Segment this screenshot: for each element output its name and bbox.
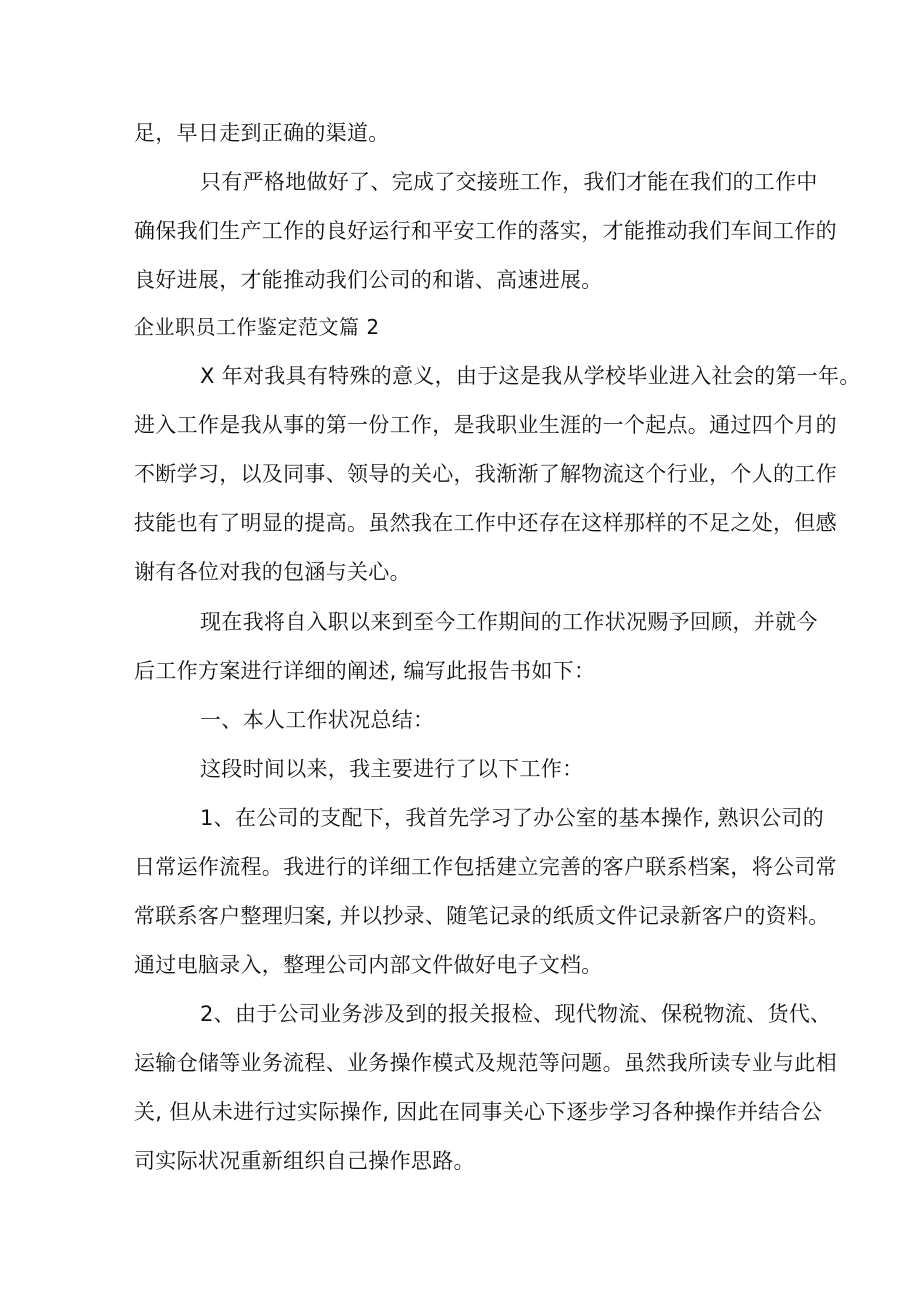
item-2-line: 2、由于公司业务涉及到的报关报检、现代物流、保税物流、货代、 (200, 1002, 832, 1026)
paragraph-intro-line: 不断学习，以及同事、领导的关心，我渐渐了解物流这个行业，个人的工作 (134, 462, 837, 486)
paragraph-intro-line: X 年对我具有特殊的意义，由于这是我从学校毕业进入社会的第一年。 (200, 364, 861, 388)
continuation-line: 足，早日走到正确的渠道。 (134, 121, 390, 145)
item-2-line: 关, 但从未进行过实际操作, 因此在同事关心下逐步学习各种操作并结合公 (134, 1100, 823, 1124)
item-1-line: 日常运作流程。我进行的详细工作包括建立完善的客户联系档案，将公司常 (134, 855, 837, 879)
item-1-line: 1、在公司的支配下，我首先学习了办公室的基本操作, 熟识公司的 (200, 806, 825, 830)
paragraph-review-line: 现在我将自入职以来到至今工作期间的工作状况赐予回顾，并就今 (200, 610, 818, 634)
paragraph-intro-line: 技能也有了明显的提高。虽然我在工作中还存在这样那样的不足之处，但感 (134, 511, 837, 535)
section-title: 企业职员工作鉴定范文篇 2 (134, 315, 380, 339)
paragraph-shift-line: 只有严格地做好了、完成了交接班工作，我们才能在我们的工作中 (200, 170, 818, 194)
item-2-line: 运输仓储等业务流程、业务操作模式及规范等问题。虽然我所读专业与此相 (134, 1051, 837, 1075)
paragraph-intro-line: 谢有各位对我的包涵与关心。 (134, 560, 411, 584)
item-1-line: 通过电脑录入，整理公司内部文件做好电子文档。 (134, 953, 603, 977)
item-1-line: 常联系客户整理归案, 并以抄录、随笔记录的纸质文件记录新客户的资料。 (134, 904, 830, 928)
paragraph-intro-line: 进入工作是我从事的第一份工作，是我职业生涯的一个起点。通过四个月的 (134, 413, 837, 437)
paragraph-shift-line: 确保我们生产工作的良好运行和平安工作的落实，才能推动我们车间工作的 (134, 219, 837, 243)
paragraph-review-line: 后工作方案进行详细的阐述, 编写此报告书如下： (134, 659, 596, 683)
paragraph-lead: 这段时间以来，我主要进行了以下工作： (200, 757, 584, 781)
subheading-summary: 一、本人工作状况总结： (200, 708, 435, 732)
paragraph-shift-line: 良好进展，才能推动我们公司的和谐、高速进展。 (134, 268, 603, 292)
item-2-line: 司实际状况重新组织自己操作思路。 (134, 1149, 475, 1173)
